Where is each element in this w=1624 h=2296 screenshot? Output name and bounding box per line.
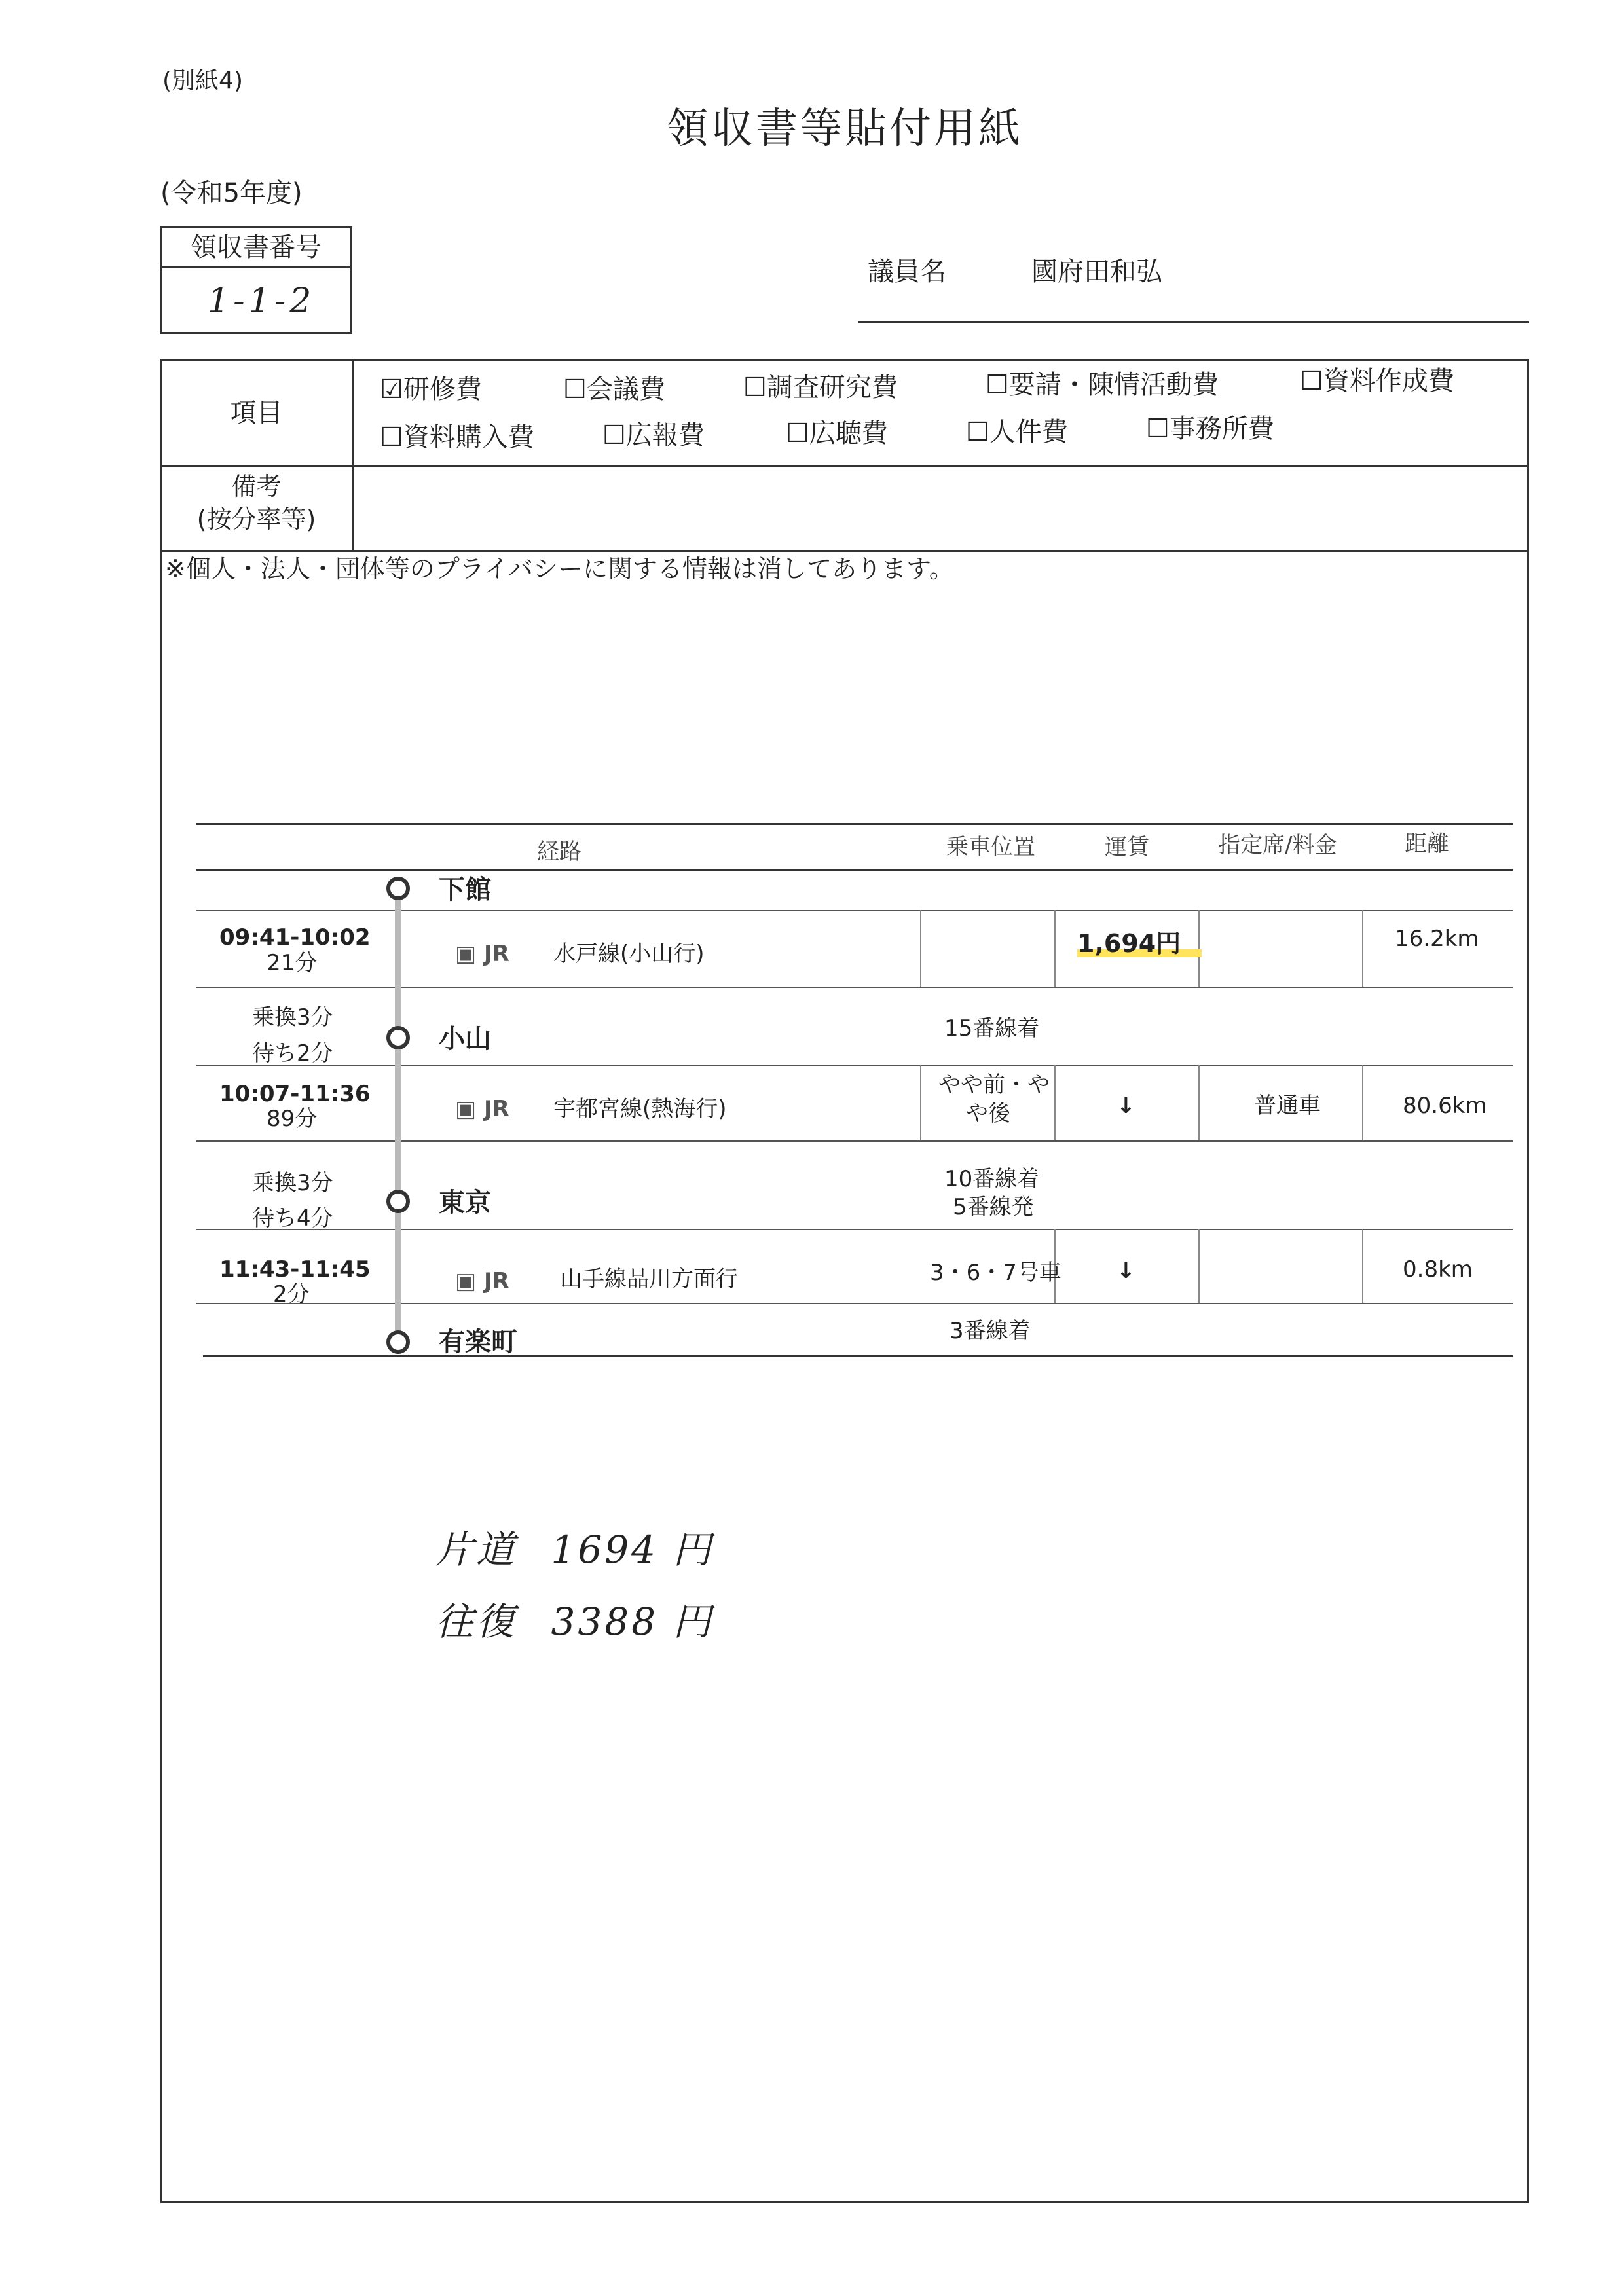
checkbox-petition[interactable]: ☐要請・陳情活動費 xyxy=(986,370,1219,400)
receipt-number-handwritten: 1-1-2 xyxy=(208,282,316,321)
page-title: 領収書等貼付用紙 xyxy=(667,105,1023,153)
wait-time: 待ち4分 xyxy=(252,1205,333,1231)
leg-fare: 1,694円 xyxy=(1077,929,1181,958)
handwritten-oneway: 片道 1694 円 xyxy=(435,1527,714,1572)
line-name: 水戸線(小山行) xyxy=(553,941,705,967)
row-line xyxy=(196,1065,1513,1066)
row-line xyxy=(196,910,1513,911)
boarding-position: やや前・や xyxy=(938,1072,1050,1098)
checkbox-meeting[interactable]: ☐会議費 xyxy=(563,374,665,405)
train-icon: ▣ xyxy=(455,941,484,967)
checked-box-icon: ☑ xyxy=(380,374,403,405)
line-name: 宇都宮線(熱海行) xyxy=(553,1096,727,1122)
station-oyama: 小山 xyxy=(439,1024,491,1054)
fare-continued-arrow-icon: ↓ xyxy=(1116,1093,1135,1119)
station-node-icon xyxy=(386,1026,410,1049)
leg-distance: 0.8km xyxy=(1403,1256,1473,1283)
checkbox-icon: ☐ xyxy=(563,374,587,405)
checkbox-icon: ☐ xyxy=(602,420,626,450)
platform-note: 3番線着 xyxy=(950,1318,1031,1344)
jr-operator: ▣ JR xyxy=(455,1268,509,1294)
checkbox-icon: ☐ xyxy=(1300,366,1323,396)
boarding-position-cont: や後 xyxy=(966,1101,1010,1127)
station-tokyo: 東京 xyxy=(439,1188,491,1218)
station-node-icon xyxy=(386,877,410,900)
row-line xyxy=(196,1303,1513,1304)
remarks-label-line2: (按分率等) xyxy=(196,505,316,534)
wait-time: 待ち2分 xyxy=(252,1040,333,1066)
fare-continued-arrow-icon: ↓ xyxy=(1116,1258,1135,1284)
checkbox-icon: ☐ xyxy=(786,418,809,448)
route-track-line xyxy=(395,892,401,1350)
remarks-label-line1: 備考 xyxy=(231,472,282,501)
checkbox-icon: ☐ xyxy=(986,370,1009,400)
station-node-icon xyxy=(386,1330,410,1354)
checkbox-training[interactable]: ☑研修費 xyxy=(380,374,482,405)
station-node-icon xyxy=(386,1190,410,1213)
checkbox-documents-purchase[interactable]: ☐資料購入費 xyxy=(380,422,534,452)
attachment-label: (別紙4) xyxy=(162,67,243,94)
fiscal-year: (令和5年度) xyxy=(160,178,303,208)
leg-distance: 16.2km xyxy=(1395,926,1479,952)
jr-operator: ▣ JR xyxy=(455,941,509,967)
checkbox-documents-creation[interactable]: ☐資料作成費 xyxy=(1300,366,1454,396)
label-column-divider xyxy=(352,359,354,552)
table-bottom-line xyxy=(203,1355,1513,1357)
row-line xyxy=(196,987,1513,988)
header-reserved: 指定席/料金 xyxy=(1218,832,1337,858)
checkbox-icon: ☐ xyxy=(380,422,403,452)
train-icon: ▣ xyxy=(455,1268,484,1294)
platform-note: 15番線着 xyxy=(944,1015,1040,1042)
checkbox-research[interactable]: ☐調査研究費 xyxy=(743,373,898,403)
handwritten-roundtrip: 往復 3388 円 xyxy=(435,1599,714,1644)
reserved-class: 普通車 xyxy=(1254,1093,1321,1119)
station-shimodate: 下館 xyxy=(439,875,491,905)
member-underline xyxy=(858,321,1529,323)
transfer-time: 乗換3分 xyxy=(252,1170,333,1196)
leg-duration: 89分 xyxy=(267,1106,318,1132)
checkbox-public-hearing[interactable]: ☐広聴費 xyxy=(786,418,888,448)
receipt-number-box xyxy=(160,226,352,334)
boarding-position: 3・6・7号車 xyxy=(930,1260,1061,1286)
checkbox-icon: ☐ xyxy=(1146,414,1170,444)
row-line xyxy=(196,1229,1513,1230)
jr-operator: ▣ JR xyxy=(455,1096,509,1122)
checkbox-personnel[interactable]: ☐人件費 xyxy=(966,417,1068,447)
remarks-row xyxy=(160,467,1529,552)
line-name: 山手線品川方面行 xyxy=(560,1266,738,1292)
header-distance: 距離 xyxy=(1405,831,1449,857)
remarks-label xyxy=(160,470,352,536)
checkbox-publicity[interactable]: ☐広報費 xyxy=(602,420,705,450)
member-label: 議員名 xyxy=(868,257,946,287)
row-line xyxy=(196,1140,1513,1142)
header-position: 乗車位置 xyxy=(946,834,1035,860)
checkbox-icon: ☐ xyxy=(743,373,767,403)
header-separator xyxy=(196,869,1513,871)
route-table xyxy=(187,800,1515,1371)
table-top-line xyxy=(196,823,1513,825)
transfer-time: 乗換3分 xyxy=(252,1004,333,1030)
station-yurakucho: 有楽町 xyxy=(439,1327,517,1357)
train-icon: ▣ xyxy=(455,1096,484,1122)
leg-distance: 80.6km xyxy=(1403,1093,1487,1119)
leg-duration: 21分 xyxy=(267,950,318,976)
platform-note-departure: 5番線発 xyxy=(953,1194,1034,1220)
checkbox-icon: ☐ xyxy=(966,417,989,447)
receipt-number-label: 領収書番号 xyxy=(162,228,350,268)
header-fare: 運賃 xyxy=(1105,834,1149,860)
header-route: 経路 xyxy=(537,839,581,865)
leg-time: 10:07-11:36 xyxy=(219,1081,371,1107)
leg-time: 11:43-11:45 xyxy=(219,1256,371,1283)
platform-note: 10番線着 xyxy=(944,1166,1040,1192)
member-name: 國府田和弘 xyxy=(1031,257,1162,287)
checkbox-office[interactable]: ☐事務所費 xyxy=(1146,414,1274,444)
leg-time: 09:41-10:02 xyxy=(219,924,371,951)
item-label: 項目 xyxy=(230,397,283,428)
leg-duration: 2分 xyxy=(273,1281,310,1307)
privacy-note: ※個人・法人・団体等のプライバシーに関する情報は消してあります。 xyxy=(165,555,954,583)
